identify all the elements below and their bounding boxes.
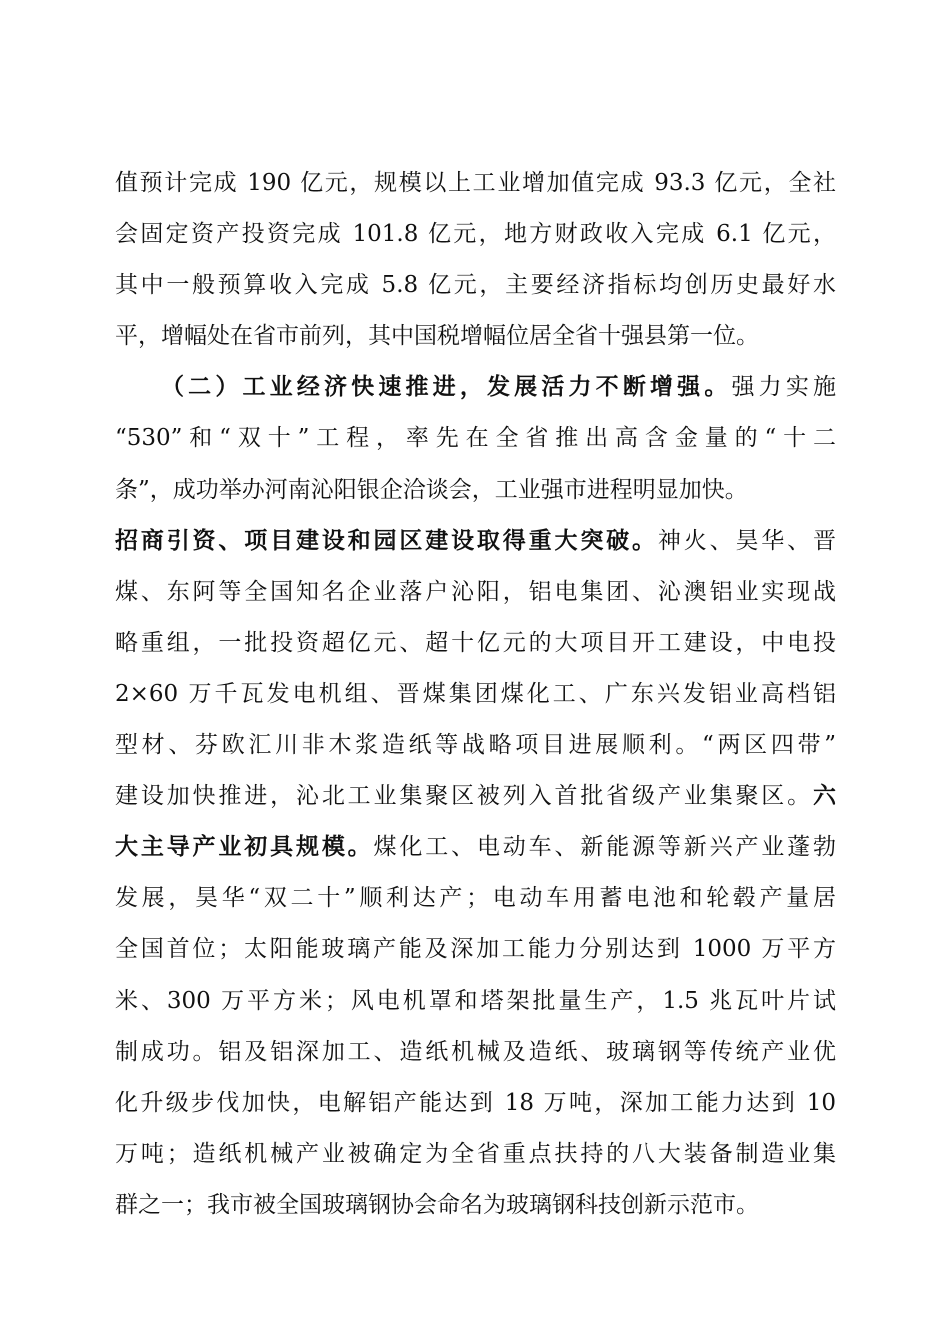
text-line-14 (115, 822, 836, 873)
text-run: 发展，昊华“双二十”顺利达产；电动车用蓄电池和轮毂产量居 (115, 885, 836, 912)
text-run: 条”，成功举办河南沁阳银企洽谈会，工业强市进程明显加快。 (115, 476, 748, 503)
text-run: 强力实施 (731, 374, 837, 401)
text-run: 建设加快推进，沁北工业集聚区被列入首批省级产业集聚区。 (115, 783, 813, 810)
text-line-15 (115, 873, 836, 924)
text-run: 会固定资产投资完成 101.8 亿元，地方财政收入完成 6.1 亿元， (115, 221, 836, 248)
text-line-9 (115, 567, 836, 618)
text-line-20 (115, 1129, 836, 1180)
text-line-21 (115, 1180, 836, 1231)
text-run: 值预计完成 190 亿元，规模以上工业增加值完成 93.3 亿元，全社 (115, 170, 836, 196)
text-line-8 (115, 516, 836, 567)
text-line-7 (115, 465, 836, 516)
text-line-18 (115, 1027, 836, 1078)
text-run: 神火、昊华、晋 (657, 527, 837, 554)
text-line-1 (115, 158, 836, 209)
text-line-11 (115, 669, 836, 720)
text-line-16 (115, 924, 836, 975)
section-heading-line (115, 362, 836, 413)
text-run: 略重组，一批投资超亿元、超十亿元的大项目开工建设，中电投 (115, 629, 836, 656)
text-line-2 (115, 209, 836, 260)
text-line-13 (115, 771, 836, 822)
text-line-10 (115, 618, 836, 669)
text-run: “530”和“双十”工程，率先在全省推出高含金量的“十二 (115, 425, 836, 452)
text-run: 群之一；我市被全国玻璃钢协会命名为玻璃钢科技创新示范市。 (115, 1191, 759, 1218)
text-run: 化升级步伐加快，电解铝产能达到 18 万吨，深加工能力达到 10 (115, 1089, 836, 1116)
text-line-6 (115, 413, 836, 464)
text-line-12 (115, 720, 836, 771)
text-line-4 (115, 311, 836, 362)
text-run: 2×60 万千瓦发电机组、晋煤集团煤化工、广东兴发铝业高档铝 (115, 680, 836, 707)
text-run: 制成功。铝及铝深加工、造纸机械及造纸、玻璃钢等传统产业优 (115, 1038, 836, 1065)
text-run: 全国首位；太阳能玻璃产能及深加工能力分别达到 1000 万平方 (115, 936, 836, 963)
text-run: 其中一般预算收入完成 5.8 亿元，主要经济指标均创历史最好水 (115, 272, 836, 299)
body-text (115, 158, 836, 1231)
section-heading: （二）工业经济快速推进，发展活力不断增强。 (161, 374, 732, 401)
text-run: 万吨；造纸机械产业被确定为全省重点扶持的八大装备制造业集 (115, 1140, 836, 1167)
text-line-17 (115, 976, 836, 1027)
text-run: 平，增幅处在省市前列，其中国税增幅位居全省十强县第一位。 (115, 323, 759, 350)
text-run: 型材、芬欧汇川非木浆造纸等战略项目进展顺利。“两区四带” (115, 732, 836, 759)
bold-subheading: 六 (813, 783, 836, 810)
text-line-3 (115, 260, 836, 311)
text-line-19 (115, 1078, 836, 1129)
text-run: 煤、东阿等全国知名企业落户沁阳，铝电集团、沁澳铝业实现战 (115, 578, 836, 605)
bold-subheading: 招商引资、项目建设和园区建设取得重大突破。 (115, 527, 658, 554)
text-run: 米、300 万平方米；风电机罩和塔架批量生产，1.5 兆瓦叶片试 (115, 987, 836, 1014)
bold-subheading: 大主导产业初具规模。 (115, 834, 374, 861)
text-run: 煤化工、电动车、新能源等新兴产业蓬勃 (373, 834, 837, 861)
